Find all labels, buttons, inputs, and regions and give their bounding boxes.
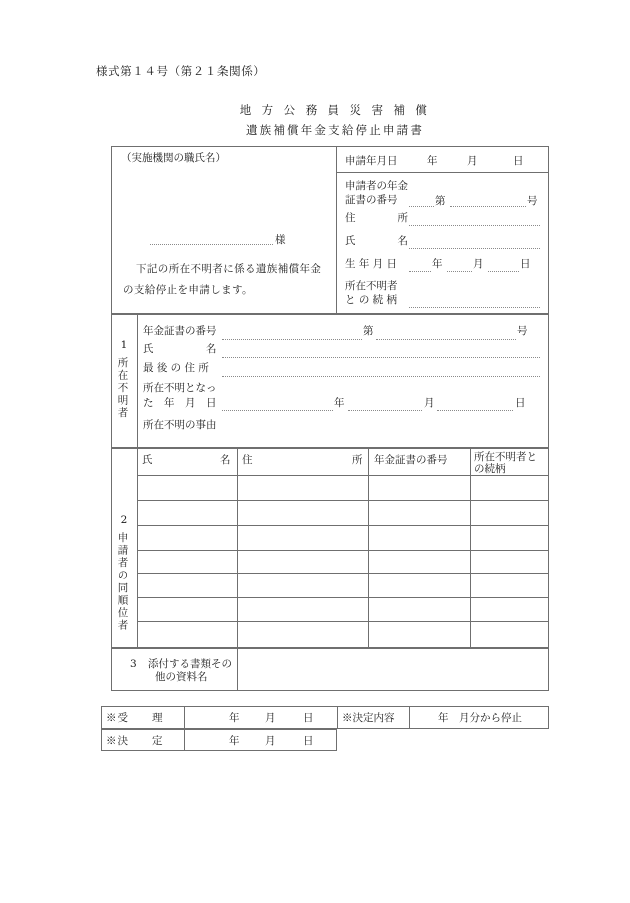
section1-missing-date-label-line1: 所在不明となっ bbox=[143, 382, 217, 394]
applicant-birth-year: 年 bbox=[432, 258, 443, 270]
section1-caption-divider bbox=[137, 314, 138, 448]
section3-label-line2: 他の資料名 bbox=[155, 671, 208, 683]
section3-value-field[interactable] bbox=[238, 649, 548, 690]
application-date-label: 申請年月日 bbox=[345, 155, 398, 167]
decision-content-label: ※決定内容 bbox=[342, 712, 395, 724]
section1-missing-year: 年 bbox=[334, 397, 345, 409]
addressee-name-fill[interactable] bbox=[150, 234, 273, 245]
decision-day: 日 bbox=[303, 735, 314, 747]
decision-content-divider bbox=[337, 706, 338, 729]
section1-cert-fill-2[interactable] bbox=[376, 329, 516, 340]
section1-cert-dai: 第 bbox=[363, 325, 374, 337]
section1-missing-fill-2[interactable] bbox=[348, 400, 422, 411]
section2-number: 2 bbox=[120, 514, 128, 526]
receipt-label: ※受 理 bbox=[106, 712, 164, 724]
table-row[interactable] bbox=[137, 500, 549, 525]
form-title bbox=[0, 100, 630, 140]
decision-label: ※決 定 bbox=[106, 735, 164, 747]
section1-name-fill[interactable] bbox=[222, 347, 540, 358]
receipt-day: 日 bbox=[303, 712, 314, 724]
section3-number: 3 bbox=[130, 658, 137, 670]
section2-col-header-relation-line1: 所在不明者と bbox=[474, 451, 537, 463]
applicant-birth-day: 日 bbox=[520, 258, 531, 270]
applicant-cert-label-line1: 申請者の年金 bbox=[345, 180, 408, 192]
title-sub: 遺族補償年金支給停止申請書 bbox=[245, 123, 425, 137]
section1-cert-label: 年金証書の番号 bbox=[143, 325, 217, 337]
decision-content-value: 年 月分から停止 bbox=[438, 712, 522, 724]
section1-name-label: 氏 名 bbox=[143, 343, 217, 355]
section1-cert-fill-1[interactable] bbox=[222, 329, 362, 340]
applicant-relation-label-line2: と の 続 柄 bbox=[345, 294, 398, 306]
table-row[interactable] bbox=[137, 525, 549, 550]
section1-last-address-label: 最 後 の 住 所 bbox=[143, 362, 209, 374]
statement-line-1: 下記の所在不明者に係る遺族補償年金 bbox=[136, 263, 322, 275]
application-date-day: 日 bbox=[513, 155, 524, 167]
application-date-year: 年 bbox=[427, 155, 438, 167]
section2-col-header-cert: 年金証書の番号 bbox=[374, 454, 448, 466]
section1-missing-day: 日 bbox=[515, 397, 526, 409]
applicant-cert-fill-1[interactable] bbox=[409, 196, 434, 207]
applicant-birth-fill-2[interactable] bbox=[447, 261, 472, 272]
receipt-label-divider bbox=[184, 706, 185, 751]
table-row[interactable] bbox=[137, 621, 549, 648]
applicant-cert-dai: 第 bbox=[435, 195, 446, 207]
applicant-cert-label-line2: 証書の番号 bbox=[345, 194, 398, 206]
agency-name-label: （実施機関の職氏名） bbox=[121, 152, 226, 164]
section2-col-header-name-left: 氏 bbox=[142, 454, 153, 466]
section2-col-header-address-left: 住 bbox=[242, 454, 253, 466]
table-row[interactable] bbox=[137, 550, 549, 573]
applicant-name-fill[interactable] bbox=[409, 238, 540, 249]
section3-label-line1: 添付する書類その bbox=[148, 658, 232, 670]
section1-last-address-fill[interactable] bbox=[222, 366, 540, 377]
section1-missing-fill-3[interactable] bbox=[437, 400, 513, 411]
section1-missing-month: 月 bbox=[424, 397, 435, 409]
section1-reason-label: 所在不明の事由 bbox=[143, 419, 217, 431]
applicant-birth-fill-1[interactable] bbox=[409, 261, 431, 272]
section1-missing-fill-1[interactable] bbox=[222, 400, 333, 411]
addressee-honorific: 様 bbox=[275, 234, 286, 246]
section1-missing-date-label-line2: た 年 月 日 bbox=[143, 397, 217, 409]
table-row[interactable] bbox=[137, 573, 549, 597]
section1-caption: 所在不明者 bbox=[116, 357, 129, 420]
applicant-cert-fill-2[interactable] bbox=[450, 196, 526, 207]
applicant-birthdate-label: 生 年 月 日 bbox=[345, 258, 398, 270]
receipt-month: 月 bbox=[265, 712, 276, 724]
applicant-birth-month: 月 bbox=[473, 258, 484, 270]
applicant-relation-label-line1: 所在不明者 bbox=[345, 280, 398, 292]
receipt-year: 年 bbox=[229, 712, 240, 724]
applicant-address-label: 住 所 bbox=[345, 212, 408, 224]
section2-col-header-name-right: 名 bbox=[220, 454, 231, 466]
section2-col-header-relation-line2: の続柄 bbox=[474, 463, 506, 475]
table-row[interactable] bbox=[137, 597, 549, 621]
section2-caption: 申請者の同順位者 bbox=[116, 532, 129, 632]
applicant-name-label: 氏 名 bbox=[345, 235, 408, 247]
section2-col-header-address-right: 所 bbox=[352, 454, 363, 466]
decision-month: 月 bbox=[265, 735, 276, 747]
application-date-rule bbox=[336, 172, 549, 173]
title-main: 地 方 公 務 員 災 害 補 償 bbox=[239, 103, 431, 117]
table-row[interactable] bbox=[137, 475, 549, 500]
decision-content-value-divider bbox=[409, 706, 410, 729]
applicant-birth-fill-3[interactable] bbox=[488, 261, 519, 272]
decision-year: 年 bbox=[229, 735, 240, 747]
applicant-cert-gou: 号 bbox=[527, 195, 538, 207]
section1-number: 1 bbox=[120, 339, 128, 351]
application-date-month: 月 bbox=[467, 155, 478, 167]
form-number: 様式第１４号（第２１条関係） bbox=[96, 64, 266, 78]
statement-line-2: の支給停止を申請します。 bbox=[123, 284, 253, 296]
applicant-relation-fill[interactable] bbox=[409, 297, 540, 308]
applicant-address-fill[interactable] bbox=[409, 215, 540, 226]
section1-cert-gou: 号 bbox=[517, 325, 528, 337]
